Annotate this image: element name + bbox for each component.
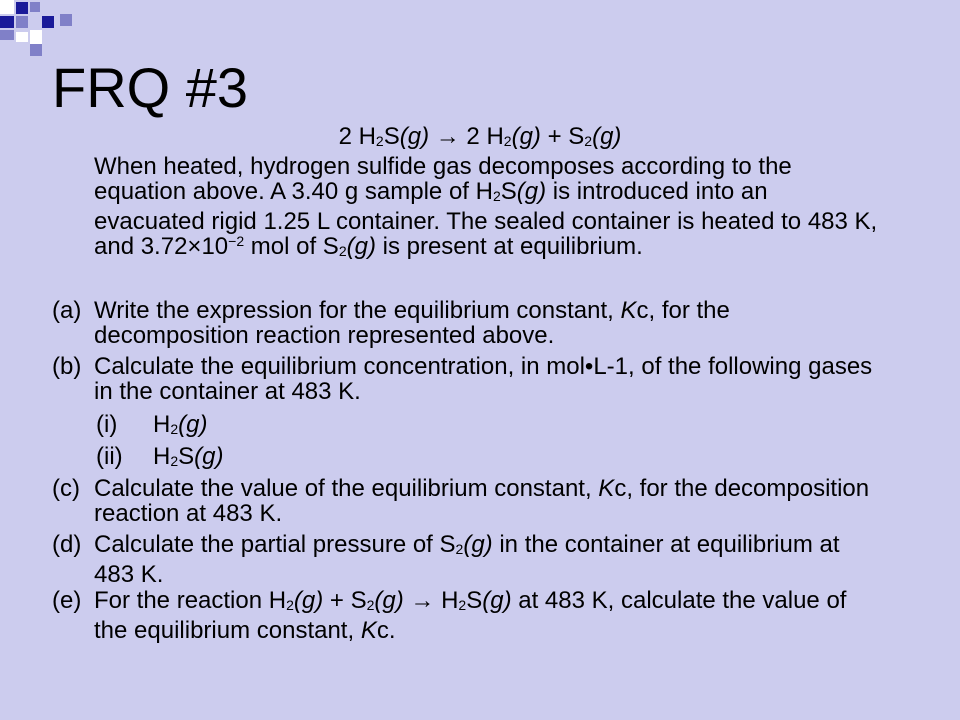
question-text: $H_2(g)$ [153,411,208,438]
question-label: (i) [96,411,118,438]
decorative-square [30,2,40,12]
decorative-square [0,30,14,40]
decorative-square [16,2,28,14]
reaction-arrow: → [403,587,442,614]
decorative-square [42,16,54,28]
question-text: $H_2S(g)$ [153,443,224,470]
question-label: (b) [52,353,82,380]
reaction-equation: 2 $H_2S(g) \to 2$ $H_2(g) + S_2(g)$ [338,123,622,150]
decorative-square [16,32,28,42]
decorative-square [30,30,42,44]
question-text: Calculate the equilibrium concentration, in mol•L-1, of the following gases in the container at 483 K. [94,353,873,405]
question-text: Calculate the partial pressure of $S_2(g)$ in the container at equilibrium at 483 K. [94,531,840,588]
question-label: (c) [52,475,80,502]
reaction-arrow: → [429,123,467,150]
question-label: (e) [52,587,82,614]
slide-title: FRQ #3 [52,56,249,119]
question-text: Write the expression for the equilibrium constant, Kc, for the decomposition reaction represented above. [94,297,730,349]
question-label: (ii) [96,443,123,470]
question-label: (a) [52,297,82,324]
question-text: Calculate the value of the equilibrium constant, Kc, for the decomposition reaction at 483 K. [94,475,870,527]
decorative-square [16,16,28,28]
question-label: (d) [52,531,82,558]
decorative-square [60,14,72,26]
decorative-square [30,44,42,56]
decorative-square [0,16,14,28]
problem-statement: When heated, hydrogen sulfide gas decomposes according to the equation above. A 3.40 g sample of $H_2S(g)$ is introduced into an evacuated rigid 1.25 L container. The sealed container is heated to 483 K, and $3.72\times 10^{-2}$ mol of $S_2(g)$ is present at equilibrium. [94,153,878,260]
question-text: For the reaction $H_2(g) + S_2(g) \to H_2S(g)$ at 483 K, calculate the value of the equilibrium constant, Kc. [94,587,847,644]
decorative-square [0,0,14,14]
